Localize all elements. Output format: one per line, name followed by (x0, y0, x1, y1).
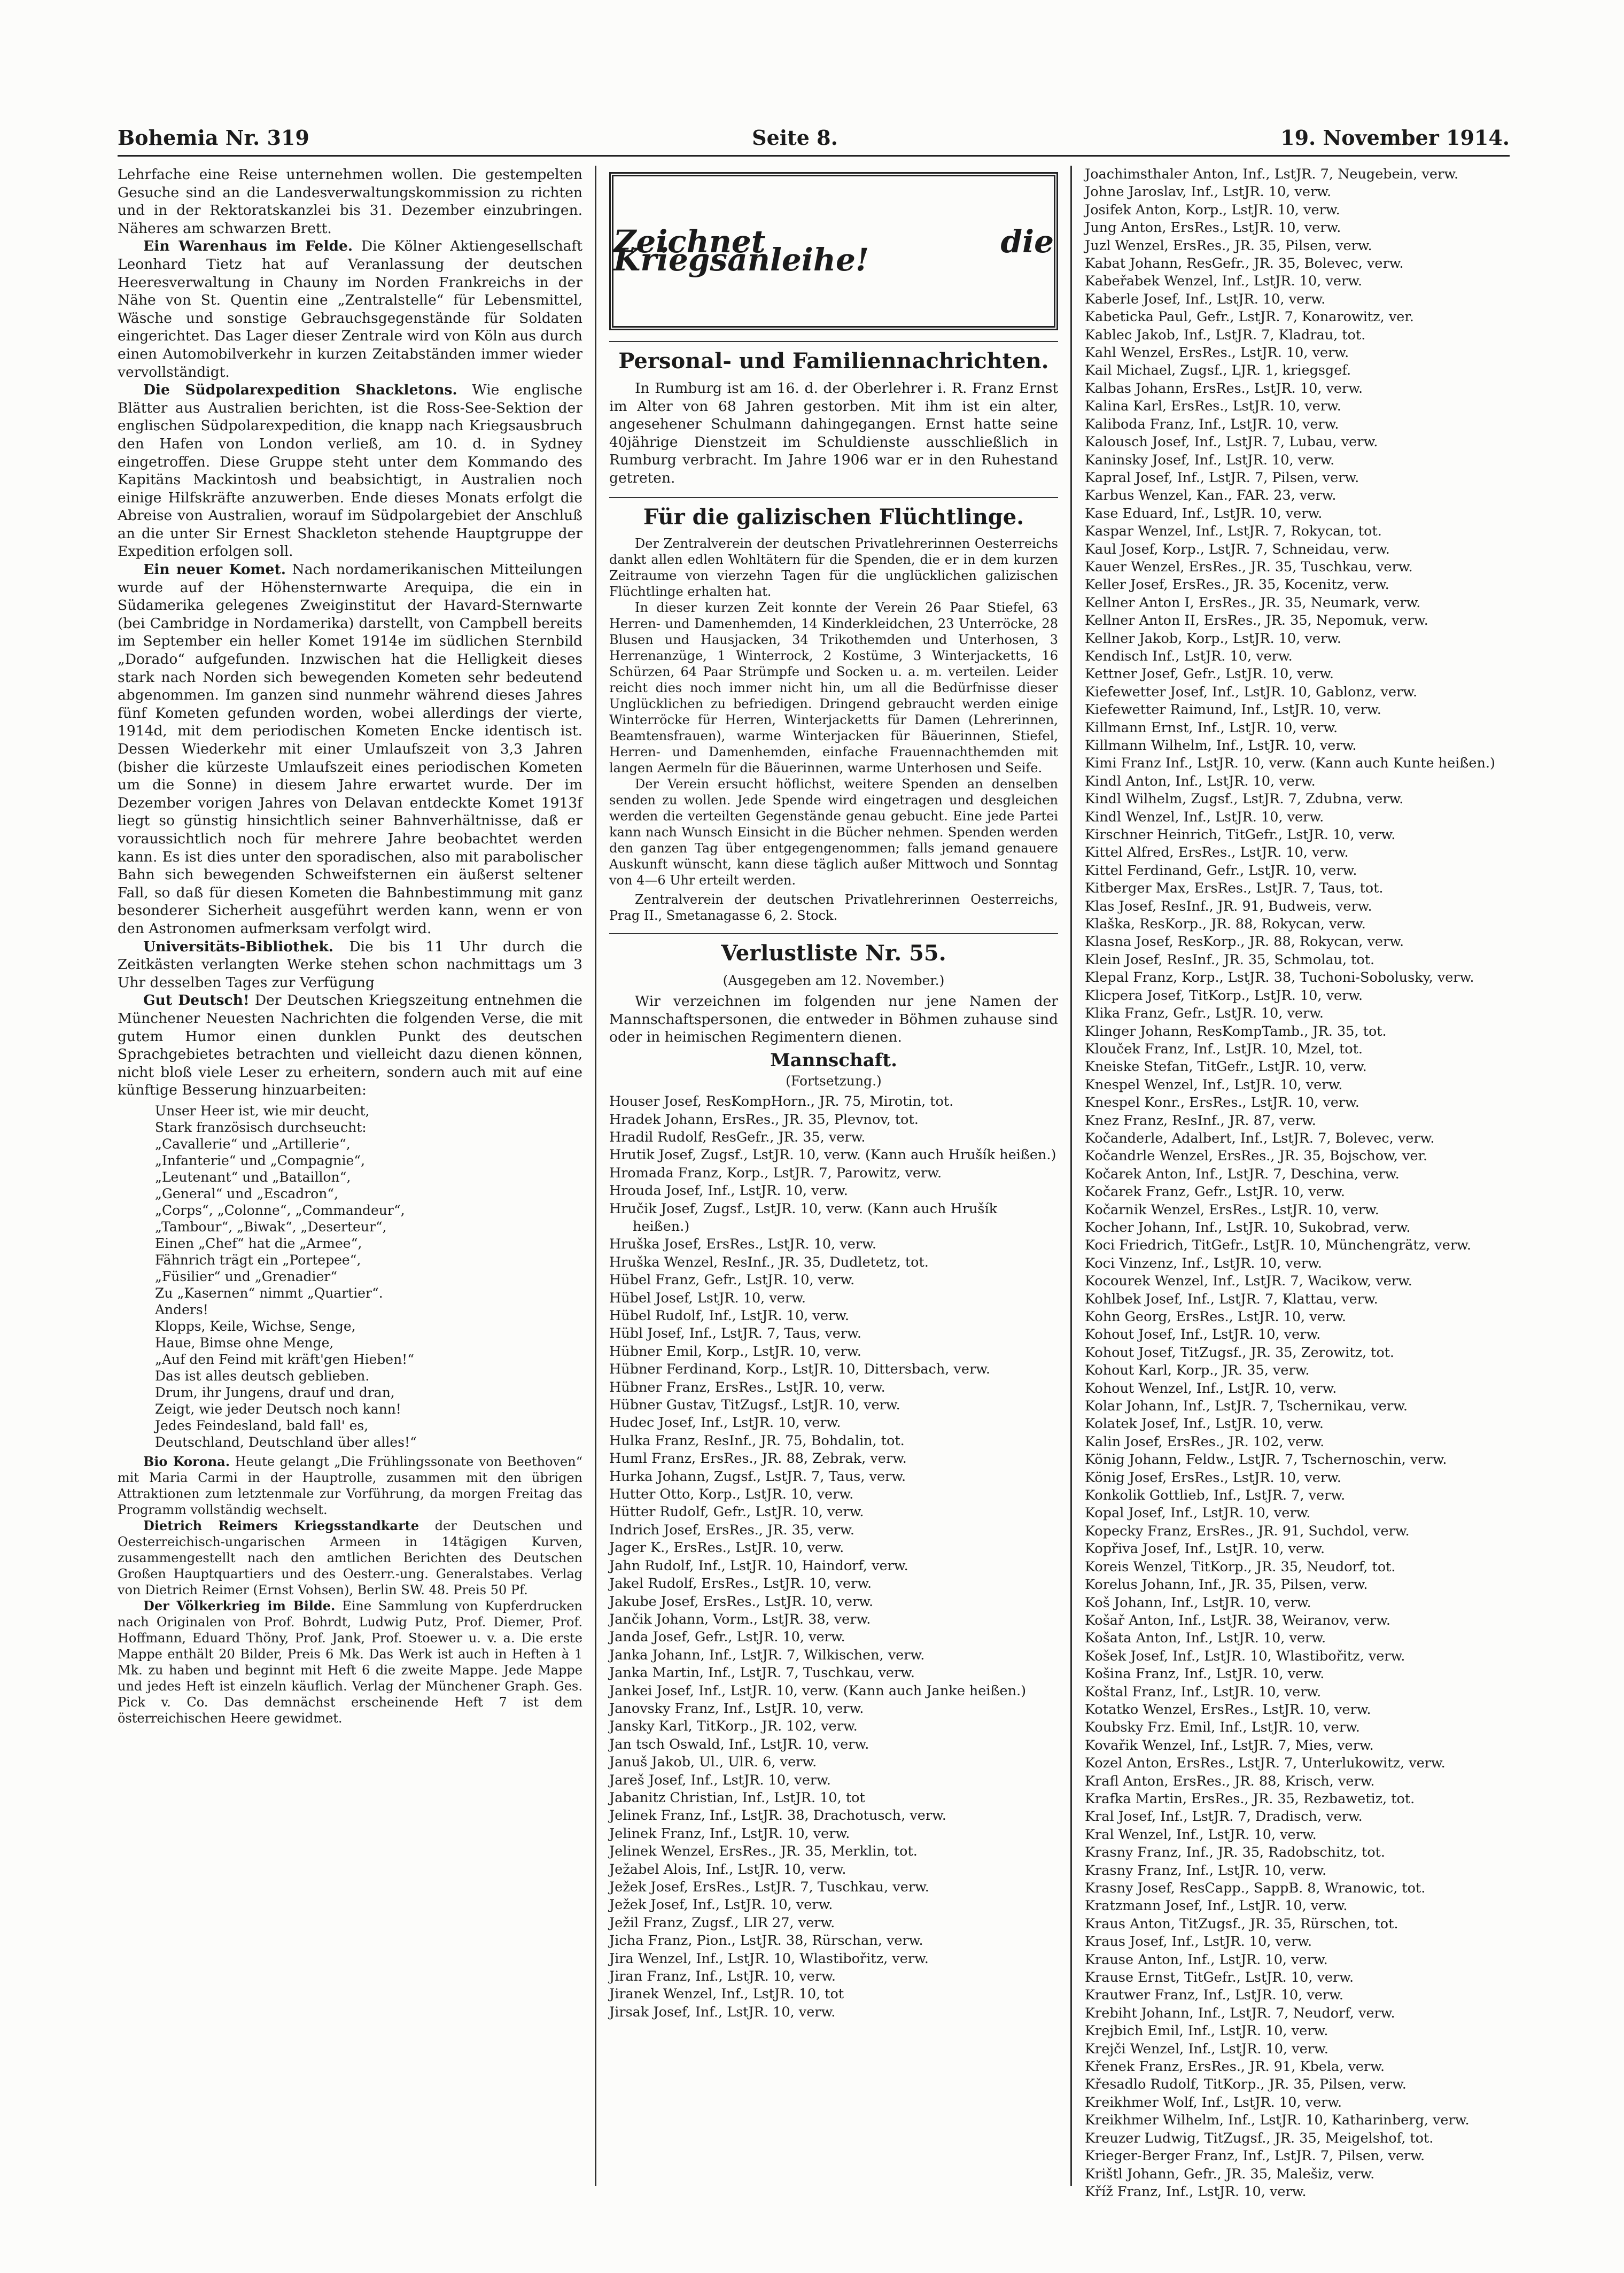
casualty-entry: Hruška Josef, ErsRes., LstJR. 10, verw. (609, 1236, 876, 1253)
casualty-entry: Johne Jaroslav, Inf., LstJR. 10, verw. (1085, 184, 1332, 200)
article-text: Heute gelangt „Die Frühlingssonate von Beethoven“ mit Maria Carmi in der Hauptrolle, zusammen mit den übrigen Attraktionen zum letztenmale zur Vorführung, da morgen Freitag das Programm vollständig wechselt. (118, 1454, 582, 1517)
poem-line: „Füsilier“ und „Grenadier“ (155, 1268, 338, 1284)
casualty-entry: Jicha Franz, Pion., LstJR. 38, Rürschan, verw. (609, 1933, 923, 1949)
casualty-entry: Jelinek Wenzel, ErsRes., JR. 35, Merklin, tot. (609, 1843, 918, 1860)
casualty-entry: Joachimsthaler Anton, Inf., LstJR. 7, Neugebein, verw. (1085, 166, 1459, 182)
casualty-entry: Kral Wenzel, Inf., LstJR. 10, verw. (1085, 1826, 1317, 1843)
casualty-entry: Kaliboda Franz, Inf., LstJR. 10, verw. (1085, 416, 1339, 432)
signature: Zentralverein der deutschen Privatlehrerinnen Oesterreichs, Prag II., Smetanagasse 6, 2. Stock. (609, 891, 1058, 923)
casualty-entry: Koreis Wenzel, TitKorp., JR. 35, Neudorf, tot. (1085, 1558, 1396, 1575)
casualty-entry: Košina Franz, Inf., LstJR. 10, verw. (1085, 1666, 1325, 1682)
casualty-entry: Koci Vinzenz, Inf., LstJR. 10, verw. (1085, 1255, 1322, 1271)
casualty-entry: Hruška Wenzel, ResInf., JR. 35, Dudletetz, tot. (609, 1254, 929, 1270)
casualty-entry: Kaninsky Josef, Inf., LstJR. 10, verw. (1085, 452, 1335, 468)
casualty-entry: Ježabel Alois, Inf., LstJR. 10, verw. (609, 1861, 846, 1878)
poem-line: Fähnrich trägt ein „Portepee“, (155, 1252, 361, 1268)
casualty-entry: Kočanderle, Adalbert, Inf., LstJR. 7, Bolevec, verw. (1085, 1130, 1435, 1146)
casualty-entry: Krebiht Johann, Inf., LstJR. 7, Neudorf, verw. (1085, 2005, 1395, 2021)
casualty-entry: König Josef, ErsRes., LstJR. 10, verw. (1085, 1469, 1341, 1486)
casualty-entry: Kittel Alfred, ErsRes., LstJR. 10, verw. (1085, 844, 1349, 861)
casualty-entry: Hurka Johann, Zugsf., LstJR. 7, Taus, verw. (609, 1468, 906, 1485)
poem-line: Jedes Feindesland, bald fall' es, (155, 1417, 369, 1433)
casualty-entry: Hrutik Josef, Zugsf., LstJR. 10, verw. (Kann auch Hrušík heißen.) (609, 1147, 1056, 1163)
masthead-date: 19. November 1914. (1280, 126, 1510, 150)
casualty-entry: Hradek Johann, ErsRes., JR. 35, Plevnov, tot. (609, 1111, 919, 1128)
casualty-entry: Keller Josef, ErsRes., JR. 35, Kocenitz, verw. (1085, 577, 1389, 593)
casualty-entry: Kraus Anton, TitZugsf., JR. 35, Rürschen, tot. (1085, 1915, 1398, 1932)
casualty-entry: Houser Josef, ResKompHorn., JR. 75, Mirotin, tot. (609, 1093, 954, 1110)
casualty-entry: Korelus Johann, Inf., JR. 35, Pilsen, verw. (1085, 1577, 1368, 1593)
article-text: Der Deutschen Kriegszeitung entnehmen die Münchener Neuesten Nachrichten die folgenden Verse, die mit gutem Humor einen dunklen Punkt des deutschen Sprachgebietes betrachten und vielleicht dazu dienen können, nicht bloß viele Leser zu erheitern, sondern auch mit auf eine künftige Besserung hinzuarbeiten: (118, 992, 582, 1099)
casualty-entry: Klouček Franz, Inf., LstJR. 10, Mzel, tot. (1085, 1041, 1363, 1057)
casualty-entry: Kříž Franz, Inf., LstJR. 10, verw. (1085, 2183, 1307, 2200)
casualty-entry: Ježil Franz, Zugsf., LIR 27, verw. (609, 1914, 835, 1931)
casualty-entry: Kindl Wenzel, Inf., LstJR. 10, verw. (1085, 809, 1324, 825)
casualty-entry: Kratzmann Josef, Inf., LstJR. 10, verw. (1085, 1898, 1348, 1914)
article-text: Die Kölner Aktiengesellschaft Leonhard Tietz hat auf Veranlassung der deutschen Heeresverwaltung in Chauny im Norden Frankreichs in der Nähe von St. Quentin eine „Zentralstelle“ für Lebensmittel, Wäsche und sonstige Gebrauchsgegenstände für Soldaten eingerichtet. Das Lager dieser Zentrale wird von Köln aus durch einen Automobilverkehr in kurzen Zeitabständen immer wieder vervollständigt. (118, 238, 582, 381)
casualty-entry: Kirschner Heinrich, TitGefr., LstJR. 10, verw. (1085, 827, 1396, 843)
casualty-entry: Karbus Wenzel, Kan., FAR. 23, verw. (1085, 487, 1337, 504)
casualty-entry: Klicpera Josef, TitKorp., LstJR. 10, verw. (1085, 987, 1363, 1004)
section-heading: Verlustliste Nr. 55. (609, 933, 1058, 967)
poem-line: Anders! (155, 1301, 208, 1317)
casualty-entry: Hručik Josef, Zugsf., LstJR. 10, verw. (Kann auch Hrušík heißen.) (609, 1200, 998, 1235)
casualty-entry: Křenek Franz, ErsRes., JR. 91, Kbela, verw. (1085, 2059, 1385, 2075)
casualty-entry: Jung Anton, ErsRes., LstJR. 10, verw. (1085, 220, 1341, 236)
casualty-entry: Kalina Karl, ErsRes., LstJR. 10, verw. (1085, 398, 1341, 415)
casualty-entry: Kail Michael, Zugsf., LJR. 1, kriegsgef. (1085, 362, 1351, 379)
casualty-entry: Kopřiva Josef, Inf., LstJR. 10, verw. (1085, 1541, 1325, 1557)
casualty-entry: Kraus Josef, Inf., LstJR. 10, verw. (1085, 1934, 1312, 1950)
casualty-entry: Kalbas Johann, ErsRes., LstJR. 10, verw. (1085, 380, 1363, 397)
casualty-entry: Hütter Rudolf, Gefr., LstJR. 10, verw. (609, 1504, 864, 1520)
casualty-entry: Janda Josef, Gefr., LstJR. 10, verw. (609, 1629, 845, 1646)
casualty-entry: Huml Franz, ErsRes., JR. 88, Zebrak, verw. (609, 1450, 907, 1467)
casualty-entry: Koš Johann, Inf., LstJR. 10, verw. (1085, 1594, 1311, 1611)
casualty-entry: Kabat Johann, ResGefr., JR. 35, Bolevec, verw. (1085, 255, 1404, 272)
page-number: Seite 8. (752, 126, 838, 150)
masthead-title: Bohemia Nr. 319 (118, 126, 309, 150)
column-1 (118, 166, 582, 2191)
casualty-entry: Kendisch Inf., LstJR. 10, verw. (1085, 648, 1293, 664)
casualty-entry: Krafka Martin, ErsRes., JR. 35, Rezbawetiz, tot. (1085, 1790, 1415, 1807)
article-title: Dietrich Reimers Kriegsstandkarte (143, 1517, 419, 1533)
casualty-entry: Kabeticka Paul, Gefr., LstJR. 7, Konarowitz, ver. (1085, 309, 1414, 325)
article-title: Der Völkerkrieg im Bilde. (143, 1597, 336, 1613)
casualty-entry: Jira Wenzel, Inf., LstJR. 10, Wlastibořitz, verw. (609, 1950, 929, 1967)
casualty-entry: Hradil Rudolf, ResGefr., JR. 35, verw. (609, 1129, 866, 1145)
casualty-entry: Kreikhmer Wolf, Inf., LstJR. 10, verw. (1085, 2094, 1342, 2111)
casualty-entry: Krafl Anton, ErsRes., JR. 88, Krisch, verw. (1085, 1773, 1375, 1789)
article-text: der Deutschen und Oesterreichisch-ungarischen Armeen in 14tägigen Kurven, zusammengestellt nach den amtlichen Berichten des Deutschen Großen Hauptquartiers und des Oesterr.-ung. Generalstabes. Verlag von Dietrich Reimer (Ernst Vohsen), Berlin SW. 48. Preis 50 Pf. (118, 1518, 583, 1597)
casualty-entry: Ježek Josef, Inf., LstJR. 10, verw. (609, 1897, 833, 1913)
poem-line: Drum, ihr Jungens, drauf und dran, (155, 1384, 395, 1400)
poem-line: „General“ und „Escadron“, (155, 1185, 339, 1201)
casualty-entry: Kimi Franz Inf., LstJR. 10, verw. (Kann auch Kunte heißen.) (1085, 755, 1495, 772)
casualty-entry: Hutter Otto, Korp., LstJR. 10, verw. (609, 1486, 854, 1503)
casualty-entry: Kiefewetter Raimund, Inf., LstJR. 10, verw. (1085, 702, 1381, 718)
poem-line: „Corps“, „Colonne“, „Commandeur“, (155, 1202, 405, 1218)
casualty-entry: Knez Franz, ResInf., JR. 87, verw. (1085, 1112, 1316, 1129)
casualty-entry: Kapral Josef, Inf., LstJR. 7, Pilsen, verw. (1085, 469, 1359, 486)
casualty-entry: Jankei Josef, Inf., LstJR. 10, verw. (Kann auch Janke heißen.) (609, 1682, 1027, 1699)
casualty-entry: Kahl Wenzel, ErsRes., LstJR. 10, verw. (1085, 345, 1349, 361)
column-rule-1 (595, 166, 596, 2186)
casualty-entry: Kalin Josef, ErsRes., JR. 102, verw. (1085, 1433, 1325, 1450)
issue-note: (Ausgegeben am 12. November.) (722, 972, 945, 988)
casualty-entry: Jirsak Josef, Inf., LstJR. 10, verw. (609, 2004, 836, 2020)
casualty-entry: Kauer Wenzel, ErsRes., JR. 35, Tuschkau, verw. (1085, 558, 1413, 575)
casualty-entry: Kiefewetter Josef, Inf., LstJR. 10, Gablonz, verw. (1085, 684, 1418, 700)
list-note: (Fortsetzung.) (786, 1073, 882, 1089)
poem-line: Deutschland, Deutschland über alles!“ (155, 1434, 417, 1450)
casualty-entry: Kral Josef, Inf., LstJR. 7, Dradisch, verw. (1085, 1809, 1363, 1825)
casualty-entry: Kohn Georg, ErsRes., LstJR. 10, verw. (1085, 1309, 1346, 1325)
article-text: Die bis 11 Uhr durch die Zeitkästen verlangten Werke stehen schon nachmittags um 3 Uhr desselben Tages zur Verfügung (118, 938, 582, 991)
casualty-entry: Kohout Josef, Inf., LstJR. 10, verw. (1085, 1326, 1321, 1343)
article-komet (118, 561, 582, 937)
article-kriegskarte (118, 1518, 582, 1598)
casualty-entry: Janka Martin, Inf., LstJR. 7, Tuschkau, verw. (609, 1665, 915, 1681)
casualty-entry: Jakube Josef, ErsRes., LstJR. 10, verw. (609, 1593, 874, 1610)
poem-line: „Auf den Feind mit kräft'gen Hieben!“ (155, 1351, 415, 1367)
casualty-entry: Konkolik Gottlieb, Inf., LstJR. 7, verw. (1085, 1487, 1346, 1504)
casualty-entry: Kočandrle Wenzel, ErsRes., JR. 35, Bojschow, ver. (1085, 1148, 1428, 1165)
casualty-entry: Kolatek Josef, Inf., LstJR. 10, verw. (1085, 1416, 1324, 1432)
casualty-entry: Krasny Franz, Inf., LstJR. 10, verw. (1085, 1862, 1327, 1879)
casualty-entry: Kolar Johann, Inf., LstJR. 7, Tschernikau, verw. (1085, 1398, 1408, 1415)
casualty-entry: Hrouda Josef, Inf., LstJR. 10, verw. (609, 1183, 848, 1199)
casualty-entry: Kozel Anton, ErsRes., LstJR. 7, Unterlukowitz, verw. (1085, 1755, 1446, 1772)
casualty-entry: Kocourek Wenzel, Inf., LstJR. 7, Wacikow, verw. (1085, 1273, 1412, 1290)
article-text: Wie englische Blätter aus Australien berichten, ist die Ross-See-Sektion der englischen Südpolarexpedition, die knapp nach Kriegsausbruch den Hafen von London verließ, am 10. d. in Sydney eingetroffen. Diese Gruppe steht unter dem Kommando des Kapitäns Mackintosh und beabsichtigt, in Australien noch einige Hilfskräfte anzuwerben. Ende dieses Monats erfolgt die Abreise von Australien, worauf im Südpolargebiet der Anschluß an die unter Sir Ernest Shackleton stehende Hauptgruppe der Expedition erfolgen soll. (118, 382, 582, 560)
article-warenhaus (118, 237, 582, 381)
casualty-entry: Kocher Johann, Inf., LstJR. 10, Sukobrad, verw. (1085, 1219, 1411, 1236)
article-text: Wir verzeichnen im folgenden nur jene Namen der Mannschaftspersonen, die entweder in Böhmen zuhause sind oder in heimischen Regimentern dienen. (609, 993, 1058, 1046)
article-text: Der Verein ersucht höflichst, weitere Spenden an denselben senden zu wollen. Jede Spende wird eingetragen und desgleichen werden die verteilten Gegenstände genau gebucht. Eine jede Partei kann nach Wunsch Einsicht in die Bücher nehmen. Spenden werden den ganzen Tag über entgegengenommen; falls jemand genauere Auskunft wünscht, kann diese täglich außer Mittwoch und Sonntag von 4—6 Uhr erteilt werden. (609, 776, 1058, 888)
casualty-entry: Krause Anton, Inf., LstJR. 10, verw. (1085, 1951, 1328, 1968)
banner-text: Zeichnet die Kriegsanleihe! (613, 223, 1054, 278)
casualty-entry: Indrich Josef, ErsRes., JR. 35, verw. (609, 1522, 854, 1538)
casualty-entry: Krasny Franz, Inf., JR. 35, Radobschitz, tot. (1085, 1844, 1386, 1861)
casualty-entry: Jelinek Franz, Inf., LstJR. 38, Drachotusch, verw. (609, 1807, 946, 1824)
poem-line: Haue, Bimse ohne Menge, (155, 1335, 334, 1351)
casualty-entry: Krasny Josef, ResCapp., SappB. 8, Wranowic, tot. (1085, 1880, 1426, 1896)
casualty-entry: Klepal Franz, Korp., LstJR. 38, Tuchoni-Sobolusky, verw. (1085, 969, 1474, 986)
casualty-entry: Kotatko Wenzel, ErsRes., LstJR. 10, verw. (1085, 1701, 1371, 1718)
article-title: Ein neuer Komet. (143, 561, 286, 578)
poem-line: „Tambour“, „Biwak“, „Deserteur“, (155, 1219, 387, 1235)
casualty-entry: Kindl Anton, Inf., LstJR. 10, verw. (1085, 773, 1316, 789)
poem-line: Unser Heer ist, wie mir deucht, (155, 1103, 370, 1119)
casualty-entry: Jakel Rudolf, ErsRes., LstJR. 10, verw. (609, 1576, 872, 1592)
casualty-entry: Josifek Anton, Korp., LstJR. 10, verw. (1085, 201, 1340, 218)
casualty-entry: Ježek Josef, ErsRes., LstJR. 7, Tuschkau, verw. (609, 1879, 929, 1895)
casualty-entry: Kočarek Franz, Gefr., LstJR. 10, verw. (1085, 1184, 1345, 1200)
casualty-entry: Jelinek Franz, Inf., LstJR. 10, verw. (609, 1825, 850, 1842)
poem (155, 1103, 582, 1450)
casualty-entry: Kellner Anton I, ErsRes., JR. 35, Neumark, verw. (1085, 594, 1421, 611)
poem-line: Stark französisch durchseucht: (155, 1119, 367, 1135)
casualty-entry: Kabeřabek Wenzel, Inf., LstJR. 10, verw. (1085, 273, 1363, 290)
column-rule-2 (1070, 166, 1072, 2186)
casualty-entry: Kettner Josef, Gefr., LstJR. 10, verw. (1085, 666, 1334, 682)
casualty-entry: Hübner Emil, Korp., LstJR. 10, verw. (609, 1343, 861, 1360)
casualty-entry: Košař Anton, Inf., LstJR. 38, Weiranov, verw. (1085, 1612, 1391, 1628)
casualty-entry: Klika Franz, Gefr., LstJR. 10, verw. (1085, 1005, 1324, 1022)
article-text: Nach nordamerikanischen Mitteilungen wurde auf der Höhensternwarte Arequipa, die ein in Südamerika gelegenes Zweiginstitut der Havard-Sternwarte (bei Cambridge in Nordamerika) darstellt, von Campbell bereits im September ein heller Komet 1914e im südlichen Sternbild „Dorado“ aufgefunden. Inzwischen hat die Helligkeit dieses stark nach Norden sich bewegenden Kometen sehr bedeutend abgenommen. Im ganzen sind nunmehr während dieses Jahres fünf Kometen gefunden worden, wobei allerdings der vierte, 1914d, mit dem periodischen Kometen Encke identisch ist. Dessen Wiederkehr mit einer Umlaufszeit von 3,3 Jahren (bisher die kürzeste Umlaufszeit eines periodischen Kometen um die Sonne) in diesem Jahre erwartet wurde. Der im Dezember vorigen Jahres von Delavan entdeckte Komet 1913f liegt so günstig hinsichtlich seiner Bahnverhältnisse, daß er voraussichtlich noch für mehrere Jahre beobachtet werden kann. Es ist dies unter den sporadischen, also mit parabolischer Bahn sich bewegenden Schweifsternen ein äußerst seltener Fall, so daß für diesen Kometen die Bahnbestimmung mit ganz besonderer Sicherheit ausgeführt werden kann, wenn er von den Astronomen aufmerksam verfolgt wird. (118, 561, 582, 937)
article-gut-deutsch (118, 991, 582, 1099)
casualty-entry: Kaberle Josef, Inf., LstJR. 10, verw. (1085, 291, 1326, 307)
casualty-entry: Kaul Josef, Korp., LstJR. 7, Schneidau, verw. (1085, 541, 1390, 557)
war-loan-banner (609, 172, 1058, 330)
casualty-entry: Jabanitz Christian, Inf., LstJR. 10, tot (609, 1789, 865, 1806)
casualty-entry: Jiranek Wenzel, Inf., LstJR. 10, tot (609, 1986, 844, 2003)
article-shackleton (118, 381, 582, 561)
casualty-entry: Kalousch Josef, Inf., LstJR. 7, Lubau, verw. (1085, 434, 1378, 451)
article-text: In dieser kurzen Zeit konnte der Verein 26 Paar Stiefel, 63 Herren- und Damenhemden, 14 Kinderkleidchen, 23 Unterröcke, 28 Blusen und Hausjacken, 34 Trikothemden und Unterhosen, 3 Herrenanzüge, 1 Winterrock, 2 Kostüme, 3 Winterjacketts, 16 Schürzen, 64 Paar Strümpfe und Socken u. a. m. verteilen. Leider reicht dies noch immer nicht hin, um all die Bedürfnisse dieser Unglücklichen zu befriedigen. Dringend gebraucht werden einige Winterröcke für Herren, Winterjacketts für Damen (Lehrerinnen, Beamtensfrauen), warme Winterjacken für Bäuerinnen, Stiefel, Herren- und Damenhemden, einfache Frauennachthemden mit langen Aermeln für die Bäuerinnen, warme Unterhosen und Seife. (609, 600, 1058, 775)
casualty-entry: Klaška, ResKorp., JR. 88, Rokycan, verw. (1085, 916, 1366, 933)
casualty-entry: Juzl Wenzel, ErsRes., JR. 35, Pilsen, verw. (1085, 237, 1372, 254)
column-3 (1085, 166, 1510, 2200)
casualty-entry: Hromada Franz, Korp., LstJR. 7, Parowitz, verw. (609, 1165, 942, 1181)
poem-line: Das ist alles deutsch geblieben. (155, 1368, 370, 1384)
casualty-entry: Krištl Johann, Gefr., JR. 35, Malešiz, verw. (1085, 2166, 1375, 2182)
casualty-entry: Hulka Franz, ResInf., JR. 75, Bohdalin, tot. (609, 1432, 905, 1449)
casualty-entry: Kohlbek Josef, Inf., LstJR. 7, Klattau, verw. (1085, 1291, 1378, 1307)
casualty-entry: Hübner Gustav, TitZugsf., LstJR. 10, verw. (609, 1397, 900, 1414)
casualty-entry: Hudec Josef, Inf., LstJR. 10, verw. (609, 1415, 841, 1431)
casualty-entry: Jiran Franz, Inf., LstJR. 10, verw. (609, 1968, 836, 1985)
casualty-entry: Killmann Ernst, Inf., LstJR. 10, verw. (1085, 719, 1338, 736)
casualty-entry: Kovařik Wenzel, Inf., LstJR. 7, Mies, verw. (1085, 1737, 1374, 1754)
casualty-entry: Hübel Josef, LstJR. 10, verw. (609, 1290, 806, 1306)
casualty-entry: Jahn Rudolf, Inf., LstJR. 10, Haindorf, verw. (609, 1557, 908, 1574)
casualty-entry: Kittel Ferdinand, Gefr., LstJR. 10, verw. (1085, 862, 1357, 879)
casualty-entry: Kočarek Anton, Inf., LstJR. 7, Deschina, verw. (1085, 1166, 1400, 1182)
casualty-entry: Janovsky Franz, Inf., LstJR. 10, verw. (609, 1700, 864, 1717)
article-title: Ein Warenhaus im Felde. (143, 238, 353, 255)
casualty-entry: Jareš Josef, Inf., LstJR. 10, verw. (609, 1772, 831, 1788)
article-bio-korona (118, 1454, 582, 1518)
article-text: Eine Sammlung von Kupferdrucken nach Originalen von Prof. Bohrdt, Ludwig Putz, Prof. Diemer, Prof. Hoffmann, Eduard Thöny, Prof. Jank, Prof. Stoewer u. v. a. Die erste Mappe enthält 20 Bilder, Preis 6 Mk. Das Werk ist auch in Heften à 1 Mk. zu haben und beginnt mit Heft 6 die zweite Mappe. Jede Mappe und jedes Heft ist einzeln käuflich. Verlag der Münchener Graph. Ges. Pick v. Co. Das demnächst erscheinende Heft 7 ist dem österreichischen Heere gewidmet. (118, 1598, 582, 1726)
casualty-entry: Kočarnik Wenzel, ErsRes., LstJR. 10, verw. (1085, 1201, 1379, 1218)
casualty-entry: Koci Friedrich, TitGefr., LstJR. 10, Münchengrätz, verw. (1085, 1237, 1471, 1254)
casualty-entry: Kreikhmer Wilhelm, Inf., LstJR. 10, Katharinberg, verw. (1085, 2112, 1470, 2129)
casualty-entry: Krause Ernst, TitGefr., LstJR. 10, verw. (1085, 1969, 1354, 1986)
casualty-entry: Krejči Wenzel, Inf., LstJR. 10, verw. (1085, 2041, 1328, 2057)
casualty-entry: Krieger-Berger Franz, Inf., LstJR. 7, Pilsen, verw. (1085, 2148, 1425, 2165)
casualty-entry: Jansky Karl, TitKorp., JR. 102, verw. (609, 1718, 858, 1735)
casualty-entry: Křesadlo Rudolf, TitKorp., JR. 35, Pilsen, verw. (1085, 2076, 1407, 2093)
casualty-entry: Hübel Franz, Gefr., LstJR. 10, verw. (609, 1272, 855, 1289)
casualty-entry: Kopecky Franz, ErsRes., JR. 91, Suchdol, verw. (1085, 1523, 1410, 1539)
casualty-entry: Kase Eduard, Inf., LstJR. 10, verw. (1085, 505, 1323, 522)
masthead (118, 112, 1510, 157)
casualty-entry: Klasna Josef, ResKorp., JR. 88, Rokycan, verw. (1085, 934, 1404, 950)
casualty-entry: Kohout Wenzel, Inf., LstJR. 10, verw. (1085, 1380, 1337, 1397)
casualty-entry: Hübel Rudolf, Inf., LstJR. 10, verw. (609, 1308, 850, 1324)
casualty-entry: Koubsky Frz. Emil, Inf., LstJR. 10, verw. (1085, 1719, 1360, 1736)
article-voelkerkrieg (118, 1598, 582, 1726)
casualty-entry: Kreuzer Ludwig, TitZugsf., JR. 35, Meigelshof, tot. (1085, 2130, 1434, 2146)
article-bibliothek (118, 938, 582, 992)
article-title: Bio Korona. (143, 1453, 230, 1469)
casualty-list (609, 1093, 1058, 2021)
casualty-entry: Klas Josef, ResInf., JR. 91, Budweis, verw. (1085, 898, 1372, 914)
poem-line: „Cavallerie“ und „Artillerie“, (155, 1136, 351, 1152)
casualty-entry: Košek Josef, Inf., LstJR. 10, Wlastibořitz, verw. (1085, 1648, 1405, 1664)
casualty-entry: Knespel Konr., ErsRes., LstJR. 10, verw. (1085, 1095, 1359, 1111)
casualty-list (1085, 166, 1510, 2201)
casualty-entry: Janka Johann, Inf., LstJR. 7, Wilkischen, verw. (609, 1647, 925, 1663)
casualty-entry: Kaspar Wenzel, Inf., LstJR. 7, Rokycan, tot. (1085, 523, 1382, 540)
poem-line: Zu „Kasernen“ nimmt „Quartier“. (155, 1285, 383, 1301)
casualty-entry: Kellner Jakob, Korp., LstJR. 10, verw. (1085, 630, 1342, 647)
casualty-entry: Krejbich Emil, Inf., LstJR. 10, verw. (1085, 2023, 1328, 2039)
article-title: Gut Deutsch! (143, 992, 250, 1009)
casualty-entry: Kellner Anton II, ErsRes., JR. 35, Nepomuk, verw. (1085, 612, 1428, 629)
casualty-entry: Jager K., ErsRes., LstJR. 10, verw. (609, 1540, 844, 1556)
casualty-entry: Hübl Josef, Inf., LstJR. 7, Taus, verw. (609, 1325, 861, 1342)
casualty-entry: Klein Josef, ResInf., JR. 35, Schmolau, tot. (1085, 951, 1375, 968)
poem-line: „Leutenant“ und „Bataillon“, (155, 1169, 351, 1185)
casualty-entry: Januš Jakob, Ul., UlR. 6, verw. (609, 1754, 817, 1771)
casualty-entry: Knespel Wenzel, Inf., LstJR. 10, verw. (1085, 1076, 1343, 1093)
casualty-entry: Košata Anton, Inf., LstJR. 10, verw. (1085, 1630, 1326, 1647)
casualty-entry: Jan tsch Oswald, Inf., LstJR. 10, verw. (609, 1736, 869, 1752)
article-text: In Rumburg ist am 16. d. der Oberlehrer i. R. Franz Ernst im Alter von 68 Jahren gestorben. Mit ihm ist ein alter, angesehener Schulmann dahingegangen. Ernst hatte seine 40jährige Dienstzeit im Schuldienste ausschließlich in Rumburg verbracht. Im Jahre 1906 war er in den Ruhestand getreten. (609, 380, 1058, 486)
casualty-entry: Kopal Josef, Inf., LstJR. 10, verw. (1085, 1505, 1311, 1522)
casualty-entry: Kitberger Max, ErsRes., LstJR. 7, Taus, tot. (1085, 880, 1384, 897)
list-heading: Mannschaft. (770, 1049, 897, 1071)
section-heading: Personal- und Familiennachrichten. (609, 341, 1058, 375)
section-heading: Für die galizischen Flüchtlinge. (609, 497, 1058, 531)
poem-line: „Infanterie“ und „Compagnie“, (155, 1152, 366, 1168)
casualty-entry: Kohout Karl, Korp., JR. 35, verw. (1085, 1362, 1310, 1379)
casualty-entry: Hübner Ferdinand, Korp., LstJR. 10, Dittersbach, verw. (609, 1361, 991, 1378)
casualty-entry: Kindl Wilhelm, Zugsf., LstJR. 7, Zdubna, verw. (1085, 791, 1404, 808)
casualty-entry: Kneiske Stefan, TitGefr., LstJR. 10, verw. (1085, 1059, 1367, 1075)
newspaper-page (118, 112, 1510, 2200)
poem-line: Zeigt, wie jeder Deutsch noch kann! (155, 1401, 401, 1417)
casualty-entry: Krautwer Franz, Inf., LstJR. 10, verw. (1085, 1987, 1343, 2004)
poem-line: Einen „Chef“ hat die „Armee“, (155, 1235, 362, 1251)
column-2 (609, 166, 1058, 2191)
casualty-entry: Kablec Jakob, Inf., LstJR. 7, Kladrau, tot. (1085, 327, 1366, 343)
casualty-entry: Killmann Wilhelm, Inf., LstJR. 10, verw. (1085, 738, 1357, 754)
article-title: Die Südpolarexpedition Shackletons. (143, 382, 457, 399)
casualty-entry: Jančik Johann, Vorm., LstJR. 38, verw. (609, 1611, 871, 1627)
article-text: Der Zentralverein der deutschen Privatlehrerinnen Oesterreichs dankt allen edlen Wohltätern für die Spenden, die er in dem kurzen Zeitraume von vierzehn Tagen für die unglücklichen galizischen Flüchtlinge erhalten hat. (609, 536, 1058, 599)
article-text: Lehrfache eine Reise unternehmen wollen. Die gestempelten Gesuche sind an die Landesverwaltungskommission zu richten und in der Rektoratskanzlei bis 31. Dezember einzubringen. Näheres am schwarzen Brett. (118, 166, 582, 237)
casualty-entry: Koštal Franz, Inf., LstJR. 10, verw. (1085, 1684, 1322, 1700)
casualty-entry: König Johann, Feldw., LstJR. 7, Tschernoschin, verw. (1085, 1452, 1447, 1468)
article-title: Universitäts-Bibliothek. (143, 938, 333, 955)
casualty-entry: Klinger Johann, ResKompTamb., JR. 35, tot. (1085, 1023, 1387, 1039)
casualty-entry: Kohout Josef, TitZugsf., JR. 35, Zerowitz, tot. (1085, 1344, 1395, 1361)
poem-line: Klopps, Keile, Wichse, Senge, (155, 1318, 356, 1334)
casualty-entry: Hübner Franz, ErsRes., LstJR. 10, verw. (609, 1379, 885, 1395)
